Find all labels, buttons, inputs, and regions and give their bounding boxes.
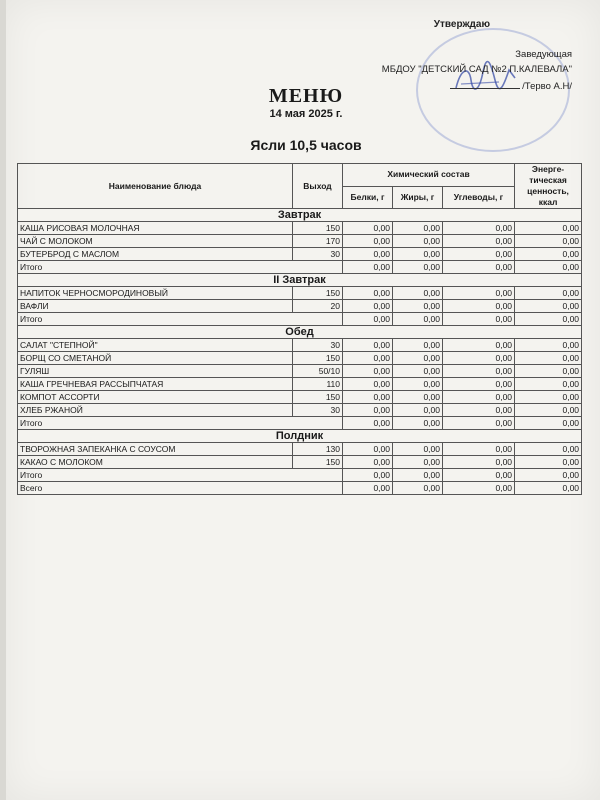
total-protein: 0,00	[343, 261, 393, 274]
dish-name: ВАФЛИ	[18, 300, 293, 313]
total-energy: 0,00	[515, 482, 582, 495]
dish-energy: 0,00	[515, 235, 582, 248]
table-row	[18, 391, 582, 404]
total-label: Итого	[18, 313, 343, 326]
dish-output: 30	[293, 404, 343, 417]
dish-carbs: 0,00	[443, 287, 515, 300]
table-row	[18, 287, 582, 300]
section-title: Обед	[18, 326, 582, 339]
dish-fat: 0,00	[393, 352, 443, 365]
dish-fat: 0,00	[393, 443, 443, 456]
section-row	[18, 430, 582, 443]
total-fat: 0,00	[393, 482, 443, 495]
dish-name: БОРЩ СО СМЕТАНОЙ	[18, 352, 293, 365]
dish-energy: 0,00	[515, 391, 582, 404]
dish-output: 20	[293, 300, 343, 313]
dish-protein: 0,00	[343, 287, 393, 300]
dish-energy: 0,00	[515, 378, 582, 391]
total-energy: 0,00	[515, 417, 582, 430]
total-label: Всего	[18, 482, 343, 495]
dish-output: 150	[293, 222, 343, 235]
total-fat: 0,00	[393, 469, 443, 482]
dish-carbs: 0,00	[443, 365, 515, 378]
dish-carbs: 0,00	[443, 456, 515, 469]
total-label: Итого	[18, 417, 343, 430]
dish-protein: 0,00	[343, 352, 393, 365]
dish-fat: 0,00	[393, 235, 443, 248]
section-title: II Завтрак	[18, 274, 582, 287]
total-energy: 0,00	[515, 469, 582, 482]
table-row	[18, 235, 582, 248]
dish-carbs: 0,00	[443, 300, 515, 313]
dish-carbs: 0,00	[443, 404, 515, 417]
dish-name: САЛАТ "СТЕПНОЙ"	[18, 339, 293, 352]
dish-name: НАПИТОК ЧЕРНОСМОРОДИНОВЫЙ	[18, 287, 293, 300]
approval-title: Утверждаю	[433, 19, 490, 30]
dish-name: ХЛЕБ РЖАНОЙ	[18, 404, 293, 417]
section-total-row	[18, 417, 582, 430]
total-energy: 0,00	[515, 313, 582, 326]
dish-output: 110	[293, 378, 343, 391]
table-row	[18, 300, 582, 313]
table-row	[18, 248, 582, 261]
dish-protein: 0,00	[343, 222, 393, 235]
total-fat: 0,00	[393, 313, 443, 326]
dish-carbs: 0,00	[443, 391, 515, 404]
section-row	[18, 209, 582, 222]
menu-group: Ясли 10,5 часов	[250, 137, 362, 153]
dish-carbs: 0,00	[443, 378, 515, 391]
dish-name: КАША ГРЕЧНЕВАЯ РАССЫПЧАТАЯ	[18, 378, 293, 391]
dish-output: 150	[293, 287, 343, 300]
dish-protein: 0,00	[343, 339, 393, 352]
dish-protein: 0,00	[343, 404, 393, 417]
dish-fat: 0,00	[393, 391, 443, 404]
menu-date: 14 мая 2025 г.	[269, 108, 343, 120]
table-row	[18, 378, 582, 391]
dish-name: ТВОРОЖНАЯ ЗАПЕКАНКА С СОУСОМ	[18, 443, 293, 456]
dish-protein: 0,00	[343, 365, 393, 378]
section-total-row	[18, 261, 582, 274]
total-protein: 0,00	[343, 313, 393, 326]
approval-role: Заведующая	[515, 49, 572, 60]
header-dish-name: Наименование блюда	[18, 164, 293, 209]
dish-name: ГУЛЯШ	[18, 365, 293, 378]
dish-fat: 0,00	[393, 248, 443, 261]
dish-output: 170	[293, 235, 343, 248]
dish-output: 30	[293, 248, 343, 261]
dish-energy: 0,00	[515, 443, 582, 456]
dish-energy: 0,00	[515, 287, 582, 300]
total-protein: 0,00	[343, 469, 393, 482]
header-carbs: Углеводы, г	[443, 186, 515, 209]
dish-energy: 0,00	[515, 222, 582, 235]
dish-fat: 0,00	[393, 339, 443, 352]
header-chem: Химический состав	[343, 164, 515, 187]
dish-carbs: 0,00	[443, 222, 515, 235]
approval-signer-name: /Терво А.Н/	[522, 81, 572, 92]
total-protein: 0,00	[343, 482, 393, 495]
header-protein: Белки, г	[343, 186, 393, 209]
section-row	[18, 274, 582, 287]
menu-table	[17, 163, 582, 495]
table-row	[18, 404, 582, 417]
total-carbs: 0,00	[443, 469, 515, 482]
header-energy: Энерге-тическая ценность, ккал	[515, 164, 582, 209]
dish-fat: 0,00	[393, 300, 443, 313]
section-title: Завтрак	[18, 209, 582, 222]
table-row	[18, 365, 582, 378]
table-row	[18, 352, 582, 365]
dish-energy: 0,00	[515, 365, 582, 378]
dish-fat: 0,00	[393, 287, 443, 300]
section-title: Полдник	[18, 430, 582, 443]
dish-energy: 0,00	[515, 404, 582, 417]
dish-carbs: 0,00	[443, 248, 515, 261]
dish-fat: 0,00	[393, 222, 443, 235]
dish-protein: 0,00	[343, 443, 393, 456]
dish-output: 30	[293, 339, 343, 352]
dish-protein: 0,00	[343, 235, 393, 248]
dish-fat: 0,00	[393, 404, 443, 417]
dish-output: 150	[293, 352, 343, 365]
table-row	[18, 339, 582, 352]
total-carbs: 0,00	[443, 482, 515, 495]
dish-energy: 0,00	[515, 456, 582, 469]
dish-protein: 0,00	[343, 300, 393, 313]
dish-energy: 0,00	[515, 248, 582, 261]
dish-name: КОМПОТ АССОРТИ	[18, 391, 293, 404]
dish-carbs: 0,00	[443, 443, 515, 456]
dish-carbs: 0,00	[443, 339, 515, 352]
dish-fat: 0,00	[393, 456, 443, 469]
section-row	[18, 326, 582, 339]
table-row	[18, 222, 582, 235]
document-page	[6, 0, 600, 800]
dish-energy: 0,00	[515, 352, 582, 365]
dish-carbs: 0,00	[443, 352, 515, 365]
dish-name: КАКАО С МОЛОКОМ	[18, 456, 293, 469]
total-fat: 0,00	[393, 417, 443, 430]
table-row	[18, 443, 582, 456]
header-fat: Жиры, г	[393, 186, 443, 209]
dish-output: 150	[293, 456, 343, 469]
dish-name: КАША РИСОВАЯ МОЛОЧНАЯ	[18, 222, 293, 235]
menu-table-body	[18, 209, 582, 495]
dish-output: 50/10	[293, 365, 343, 378]
dish-protein: 0,00	[343, 391, 393, 404]
total-energy: 0,00	[515, 261, 582, 274]
dish-name: БУТЕРБРОД С МАСЛОМ	[18, 248, 293, 261]
dish-output: 130	[293, 443, 343, 456]
dish-protein: 0,00	[343, 248, 393, 261]
dish-protein: 0,00	[343, 378, 393, 391]
section-total-row	[18, 469, 582, 482]
total-carbs: 0,00	[443, 417, 515, 430]
dish-fat: 0,00	[393, 378, 443, 391]
dish-output: 150	[293, 391, 343, 404]
approval-organization: МБДОУ "ДЕТСКИЙ САД №2 П.КАЛЕВАЛА"	[381, 64, 572, 75]
dish-protein: 0,00	[343, 456, 393, 469]
dish-energy: 0,00	[515, 300, 582, 313]
total-carbs: 0,00	[443, 261, 515, 274]
dish-energy: 0,00	[515, 339, 582, 352]
dish-fat: 0,00	[393, 365, 443, 378]
total-fat: 0,00	[393, 261, 443, 274]
grand-total-row	[18, 482, 582, 495]
menu-title: МЕНЮ	[268, 85, 344, 107]
section-total-row	[18, 313, 582, 326]
table-row	[18, 456, 582, 469]
dish-carbs: 0,00	[443, 235, 515, 248]
total-carbs: 0,00	[443, 313, 515, 326]
total-label: Итого	[18, 469, 343, 482]
header-output: Выход	[293, 164, 343, 209]
total-protein: 0,00	[343, 417, 393, 430]
total-label: Итого	[18, 261, 343, 274]
dish-name: ЧАЙ С МОЛОКОМ	[18, 235, 293, 248]
